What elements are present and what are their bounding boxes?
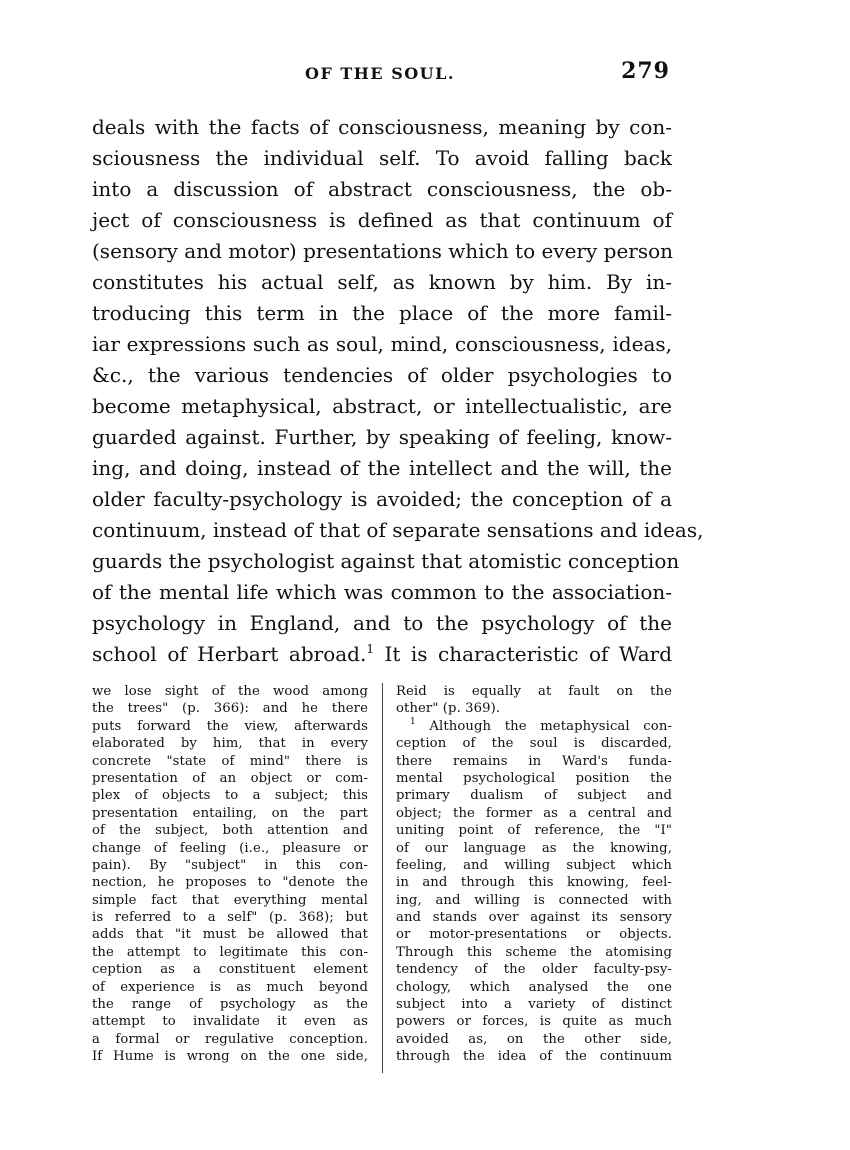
text-line-last	[92, 639, 672, 670]
text-line: guards the psychologist against that atomistic conception	[92, 549, 680, 573]
footnote-line: presentation entailing, on the part	[92, 805, 368, 821]
footnote-reference: 1	[366, 642, 374, 656]
text-line: iar expressions such as soul, mind, consciousness, ideas,	[92, 332, 672, 356]
footnote-line: object; the former as a central and	[396, 805, 672, 821]
text-line: ing, and doing, instead of the intellect and the will, the	[92, 456, 672, 480]
footnote-line: simple fact that everything mental	[92, 892, 368, 908]
footnote-line: in and through this knowing, feel-	[396, 875, 672, 891]
footnote-line: we lose sight of the wood among	[92, 684, 368, 699]
footnote-line: the trees" (p. 366): and he there	[92, 701, 368, 717]
text-line: into a discussion of abstract consciousness, the ob-	[92, 177, 672, 201]
page-header	[0, 56, 850, 90]
footnote-line: powers or forces, is quite as much	[396, 1014, 672, 1030]
footnote-line: there remains in Ward's funda-	[396, 753, 672, 769]
footnote-line: tendency of the older faculty-psy-	[396, 962, 672, 978]
footnote-line: puts forward the view, afterwards	[92, 718, 368, 734]
column-divider	[382, 683, 383, 1073]
text-line: of the mental life which was common to the association-	[92, 580, 672, 604]
page-number: 279	[621, 58, 670, 84]
text-line: older faculty-psychology is avoided; the conception of a	[92, 487, 672, 511]
text-line: troducing this term in the place of the more famil-	[92, 301, 672, 325]
footnote-line: other" (p. 369).	[396, 701, 501, 717]
main-text	[92, 112, 704, 670]
text-line: continuum, instead of that of separate sensations and ideas,	[92, 518, 704, 542]
running-title: OF THE SOUL.	[305, 64, 455, 83]
footnote-line: nection, he proposes to "denote the	[92, 875, 368, 891]
footnote-column-right	[396, 683, 672, 1066]
footnote-line: attempt to invalidate it even as	[92, 1014, 368, 1030]
footnote-line: elaborated by him, that in every	[92, 736, 368, 752]
text-line: sciousness the individual self. To avoid falling back	[92, 146, 672, 170]
footnote-column-left	[92, 683, 368, 1066]
footnote-line: Through this scheme the atomising	[396, 944, 672, 960]
footnote-line: the range of psychology as the	[92, 997, 368, 1013]
footnote-line: primary dualism of subject and	[396, 788, 672, 804]
footnote-line: pain). By "subject" in this con-	[92, 857, 368, 873]
text-fragment: school of Herbart abroad.	[92, 642, 367, 666]
footnote-line: feeling, and willing subject which	[396, 857, 672, 873]
text-line: become metaphysical, abstract, or intellectualistic, are	[92, 394, 672, 418]
footnotes	[92, 683, 672, 1073]
text-fragment: Although the metaphysical con-	[429, 718, 672, 734]
text-line: (sensory and motor) presentations which to every person	[92, 239, 674, 263]
footnote-line: is referred to a self" (p. 368); but	[92, 910, 368, 926]
text-line: &c., the various tendencies of older psychologies to	[92, 363, 672, 387]
footnote-line: chology, which analysed the one	[396, 979, 672, 995]
footnote-line: mental psychological position the	[396, 770, 672, 786]
text-line: psychology in England, and to the psychology of the	[92, 611, 672, 635]
footnote-line: plex of objects to a subject; this	[92, 788, 368, 804]
footnote-line: If Hume is wrong on the one side,	[92, 1049, 368, 1065]
footnote-line: concrete "state of mind" there is	[92, 753, 368, 769]
text-line: ject of consciousness is defined as that continuum of	[92, 208, 672, 232]
footnote-line: change of feeling (i.e., pleasure or	[92, 840, 368, 856]
footnote-line: avoided as, on the other side,	[396, 1031, 672, 1047]
footnote-line: through the idea of the continuum	[396, 1049, 672, 1065]
footnote-line: and stands over against its sensory	[396, 910, 672, 926]
footnote-line: of experience is as much beyond	[92, 979, 368, 995]
footnote-line: a formal or regulative conception.	[92, 1031, 368, 1047]
footnote-line: presentation of an object or com-	[92, 770, 368, 786]
footnote-line: ing, and willing is connected with	[396, 892, 672, 908]
footnote-line: Reid is equally at fault on the	[396, 684, 672, 699]
footnote-line: ception as a constituent element	[92, 962, 368, 978]
footnote-line: subject into a variety of distinct	[396, 997, 672, 1013]
footnote-line: or motor-presentations or objects.	[396, 927, 672, 943]
footnote-line-first	[396, 718, 672, 735]
text-line: constitutes his actual self, as known by him. By in-	[92, 270, 672, 294]
footnote-line: ception of the soul is discarded,	[396, 736, 672, 752]
text-fragment: It is characteristic of Ward	[373, 642, 672, 666]
footnote-line: of our language as the knowing,	[396, 840, 672, 856]
footnote-line: adds that "it must be allowed that	[92, 927, 368, 943]
footnote-line: of the subject, both attention and	[92, 823, 368, 839]
text-line: guarded against. Further, by speaking of feeling, know-	[92, 425, 672, 449]
footnote-line: uniting point of reference, the "I"	[396, 823, 672, 839]
text-line: deals with the facts of consciousness, meaning by con-	[92, 115, 672, 139]
footnote-line: the attempt to legitimate this con-	[92, 944, 368, 960]
footnote-marker: 1	[410, 716, 416, 727]
